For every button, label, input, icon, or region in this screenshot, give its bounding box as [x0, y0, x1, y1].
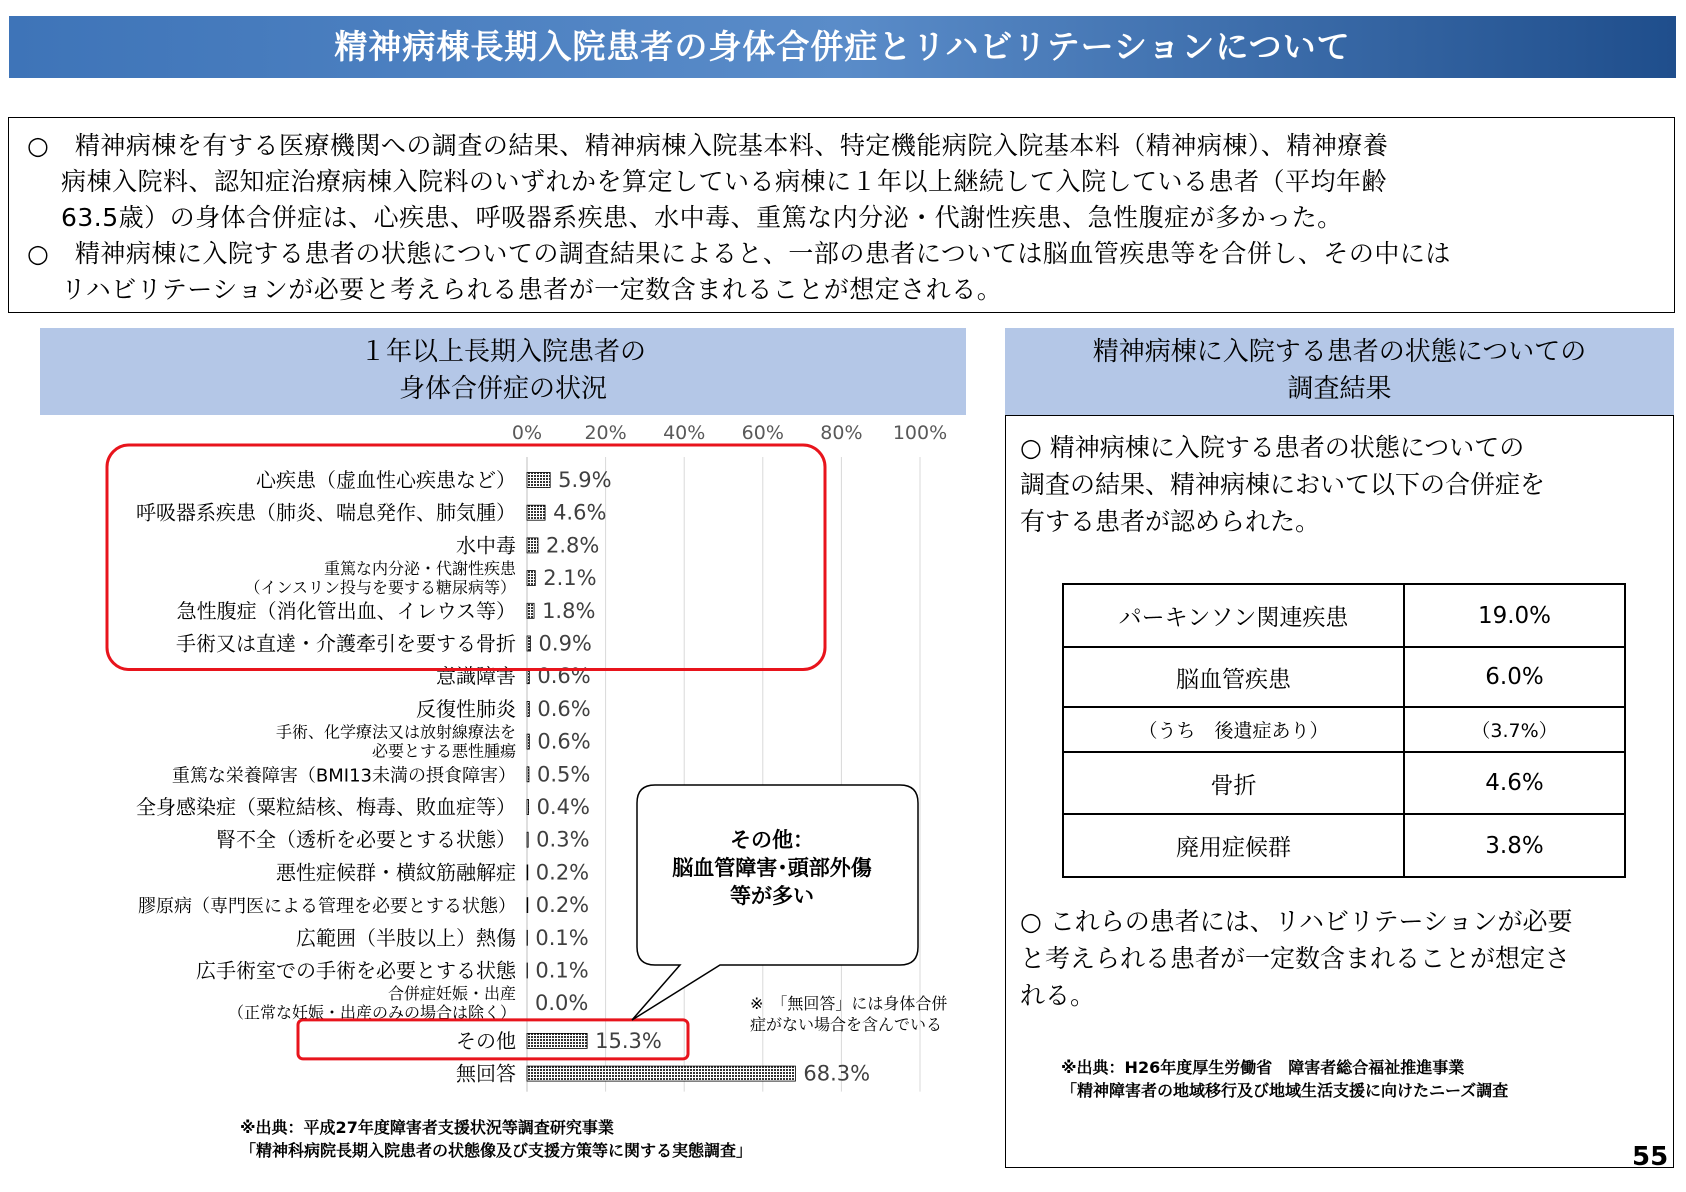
- x-tick-label: 20%: [584, 422, 627, 444]
- category-label: 水中毒: [456, 533, 516, 558]
- table-cell-name: （うち 後遺症あり）: [1063, 707, 1404, 752]
- bar: [527, 898, 528, 913]
- survey-conclusion-line: と考えられる患者が一定数含まれることが想定さ: [1020, 944, 1571, 973]
- bar: [527, 1033, 587, 1048]
- summary-line: リハビリテーションが必要と考えられる患者が一定数含まれることが想定される。: [61, 275, 1003, 304]
- category-label: 広範囲（半肢以上）熱傷: [296, 925, 516, 950]
- table-cell-name: 廃用症候群: [1063, 814, 1404, 877]
- survey-intro-line: 調査の結果、精神病棟において以下の合併症を: [1020, 470, 1546, 499]
- category-label: （インスリン投与を要する糖尿病等）: [244, 578, 516, 598]
- bar: [527, 865, 528, 880]
- category-label: 心疾患（虚血性心疾患など）: [256, 468, 516, 492]
- bar: [527, 636, 531, 651]
- table-row: [1063, 647, 1625, 707]
- summary-box: [8, 117, 1675, 313]
- note-line: ※ 「無回答」には身体合併: [750, 994, 948, 1013]
- value-label: 0.1%: [535, 958, 589, 983]
- table-cell-value: 6.0%: [1404, 647, 1625, 707]
- value-label: 2.8%: [546, 533, 600, 558]
- source-line: 「精神障害者の地域移行及び地域生活支援に向けたニーズ調査: [1061, 1081, 1509, 1100]
- table-cell-name: 骨折: [1063, 752, 1404, 814]
- callout-text: [642, 826, 902, 910]
- value-label: 0.6%: [537, 729, 591, 754]
- bar: [527, 571, 535, 586]
- bar: [527, 800, 529, 815]
- survey-header-line: 調査結果: [1287, 374, 1392, 404]
- x-tick-label: 40%: [663, 422, 706, 444]
- category-label: 膠原病（専門医による管理を必要とする状態）: [138, 896, 516, 918]
- survey-source: [1061, 1056, 1508, 1102]
- bar: [527, 473, 550, 488]
- no-answer-note: [750, 993, 947, 1035]
- survey-header-line: 精神病棟に入院する患者の状態についての: [1092, 337, 1587, 367]
- bar: [527, 767, 529, 782]
- summary-line: ○ 精神病棟に入院する患者の状態についての調査結果によると、一部の患者については脳血管疾患等を合併し、その中には: [27, 239, 1451, 268]
- bar: [527, 538, 538, 553]
- survey-intro-line: 有する患者が認められた。: [1020, 507, 1321, 536]
- category-label: 反復性肺炎: [416, 696, 516, 721]
- x-tick-label: 0%: [511, 422, 543, 444]
- table-cell-name: パーキンソン関連疾患: [1063, 584, 1404, 647]
- value-label: 0.6%: [537, 664, 591, 689]
- x-tick-label: 100%: [892, 422, 948, 444]
- value-label: 0.3%: [536, 827, 590, 852]
- bar: [527, 505, 545, 520]
- category-label: 広手術室での手術を必要とする状態: [196, 958, 516, 983]
- value-label: 2.1%: [543, 566, 597, 591]
- bar: [527, 832, 528, 847]
- category-label: 腎不全（透析を必要とする状態）: [216, 827, 516, 852]
- category-label: 急性腹症（消化管出血、イレウス等）: [176, 598, 516, 623]
- category-label: 必要とする悪性腫瘍: [371, 741, 516, 761]
- bar: [527, 701, 529, 716]
- source-line: ※出典：平成27年度障害者支援状況等調査研究事業: [240, 1118, 614, 1137]
- category-label: 意識障害: [436, 664, 516, 689]
- callout-line: 等が多い: [730, 884, 814, 908]
- category-label: 全身感染症（粟粒結核、梅毒、敗血症等）: [136, 795, 516, 819]
- value-label: 0.2%: [535, 893, 590, 918]
- x-tick-label: 80%: [820, 422, 863, 444]
- chart-header-line: １年以上長期入院患者の: [359, 337, 646, 367]
- value-label: 0.6%: [537, 696, 591, 721]
- table-cell-value: 3.8%: [1404, 814, 1625, 877]
- value-label: 0.2%: [535, 860, 590, 885]
- category-label: 無回答: [456, 1061, 516, 1086]
- title-bar: [9, 16, 1676, 78]
- value-label: 0.4%: [536, 795, 590, 819]
- chart-panel-header: [40, 328, 966, 415]
- table-row: [1063, 584, 1625, 647]
- category-label: 重篤な栄養障害（BMI13未満の摂食障害）: [171, 765, 516, 787]
- chart-source: [240, 1116, 752, 1162]
- table-row: [1063, 814, 1625, 877]
- summary-line: 病棟入院料、認知症治療病棟入院料のいずれかを算定している病棟に１年以上継続して入院している患者（平均年齢: [61, 167, 1388, 196]
- source-line: ※出典：H26年度厚生労働省 障害者総合福祉推進事業: [1061, 1058, 1465, 1077]
- survey-conclusion-line: れる。: [1020, 981, 1096, 1010]
- category-label: 手術又は直達・介護牽引を要する骨折: [176, 631, 516, 656]
- survey-conclusion-line: ○ これらの患者には、リハビリテーションが必要: [1020, 907, 1573, 936]
- bar: [527, 1066, 795, 1081]
- page-title: 精神病棟長期入院患者の身体合併症とリハビリテーションについて: [334, 27, 1351, 66]
- table-row: [1063, 707, 1625, 752]
- value-label: 1.8%: [542, 598, 596, 623]
- value-label: 0.5%: [536, 762, 591, 787]
- value-label: 0.1%: [535, 925, 589, 950]
- category-label: （正常な妊娠・出産のみの場合は除く）: [227, 1003, 516, 1023]
- callout-line: 脳血管障害･頭部外傷: [672, 856, 872, 880]
- bar: [527, 603, 534, 618]
- category-label: 手術、化学療法又は放射線療法を: [275, 722, 516, 742]
- category-label: 呼吸器系疾患（肺炎、喘息発作、肺気腫）: [136, 500, 516, 525]
- category-label: 悪性症候群・横紋筋融解症: [276, 860, 516, 885]
- value-label: 0.0%: [535, 991, 589, 1016]
- survey-intro-line: ○ 精神病棟に入院する患者の状態についての: [1020, 433, 1525, 462]
- survey-panel-header: [1005, 328, 1674, 415]
- summary-line: 63.5歳）の身体合併症は、心疾患、呼吸器系疾患、水中毒、重篤な内分泌・代謝性疾患、急性腹症が多かった。: [61, 203, 1343, 232]
- table-cell-value: 4.6%: [1404, 752, 1625, 814]
- value-label: 5.9%: [558, 468, 612, 492]
- bar: [527, 734, 529, 749]
- x-tick-label: 60%: [741, 422, 784, 444]
- value-label: 4.6%: [553, 500, 607, 525]
- table-cell-name: 脳血管疾患: [1063, 647, 1404, 707]
- complication-table: [1062, 583, 1626, 878]
- value-label: 68.3%: [803, 1061, 871, 1086]
- summary-line: ○ 精神病棟を有する医療機関への調査の結果、精神病棟入院基本料、特定機能病院入院基本料（精神病棟）、精神療養: [27, 131, 1389, 160]
- category-label: 合併症妊娠・出産: [387, 984, 516, 1004]
- source-line: 「精神科病院長期入院患者の状態像及び支援方策等に関する実態調査」: [240, 1141, 753, 1160]
- category-label: 重篤な内分泌・代謝性疾患: [323, 559, 516, 579]
- note-line: 症がない場合を含んでいる: [750, 1015, 943, 1034]
- callout-line: その他：: [730, 828, 814, 852]
- table-cell-value: （3.7%）: [1404, 707, 1625, 752]
- table-cell-value: 19.0%: [1404, 584, 1625, 647]
- category-label: その他: [456, 1028, 516, 1053]
- value-label: 15.3%: [595, 1028, 662, 1053]
- page-number: 55: [1632, 1142, 1669, 1172]
- chart-header-line: 身体合併症の状況: [398, 374, 607, 404]
- table-row: [1063, 752, 1625, 814]
- value-label: 0.9%: [538, 631, 592, 656]
